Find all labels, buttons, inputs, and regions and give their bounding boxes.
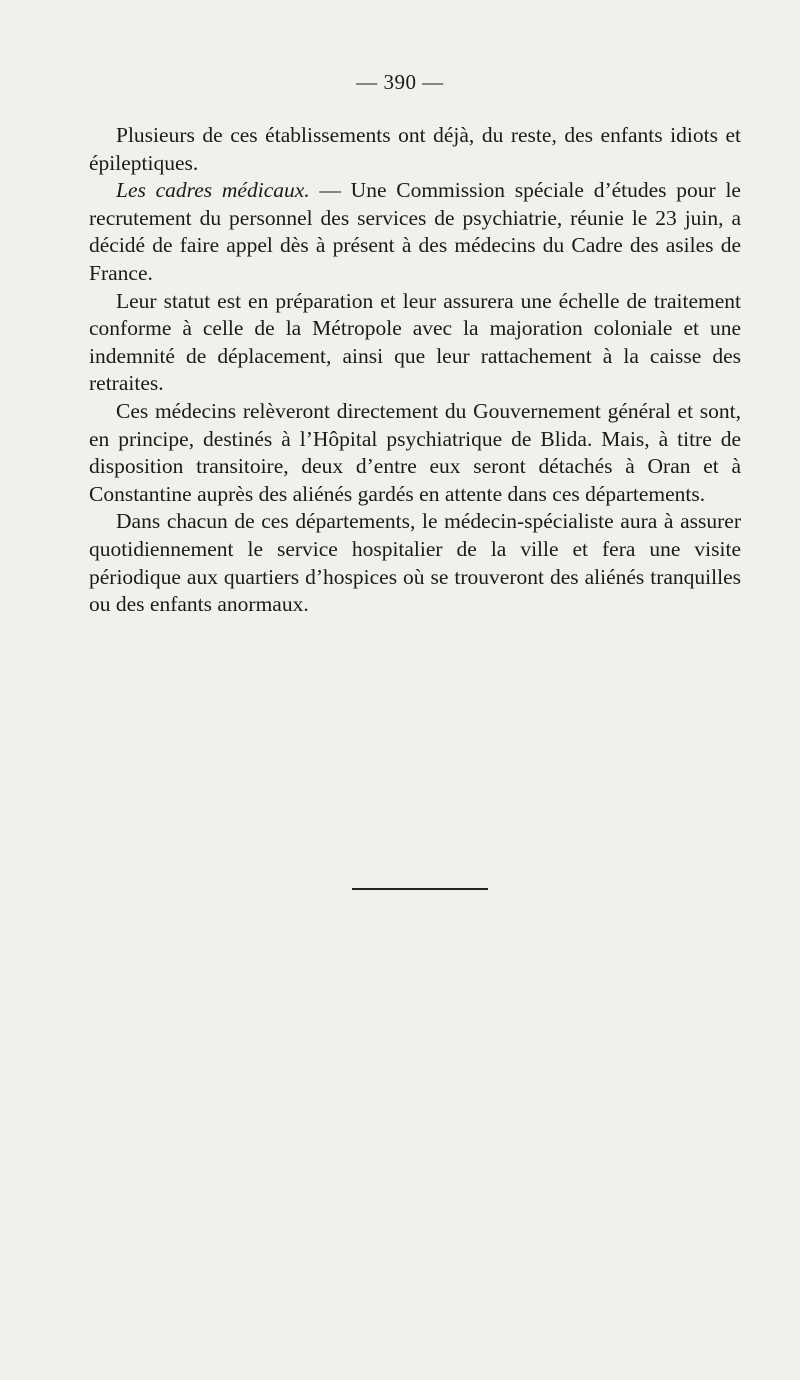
paragraph-1-text: Plusieurs de ces établissements ont déjà, du reste, des enfants idiots et épileptiques. [89, 123, 741, 175]
paragraph-2 [89, 177, 741, 287]
section-heading-cadres-medicaux: Les cadres médicaux. [116, 178, 310, 203]
paragraph-5-text: Dans chacun de ces départements, le médecin-spécialiste aura à assurer quotidiennement le service hospitalier de la ville et fera une visite périodique aux quartiers d’hospices où se trouveront des aliénés tranquilles ou des enfants anormaux. [89, 509, 741, 617]
body-text [89, 122, 741, 619]
paragraph-1 [89, 122, 741, 177]
paragraph-5 [89, 508, 741, 618]
paragraph-4 [89, 398, 741, 508]
page-number: — 390 — [356, 70, 444, 94]
section-end-rule [352, 888, 488, 890]
paragraph-3-text: Leur statut est en préparation et leur assurera une échelle de traitement conforme à celle de la Métropole avec la majoration coloniale et une indemnité de déplacement, ainsi que leur rattachement à la caisse des retraites. [89, 288, 741, 396]
paragraph-2-text: — Une Commission spéciale d’études pour le recrutement du personnel des services de psychiatrie, réunie le 23 juin, a décidé de faire appel dès à présent à des médecins du Cadre des asiles de France. [89, 178, 741, 285]
paragraph-4-text: Ces médecins relèveront directement du Gouvernement général et sont, en principe, destinés à l’Hôpital psychiatrique de Blida. Mais, à titre de disposition transitoire, deux d’entre eux seront détachés à Oran et à Constantine auprès des aliénés gardés en attente dans ces départements. [89, 398, 741, 506]
paragraph-3 [89, 288, 741, 398]
